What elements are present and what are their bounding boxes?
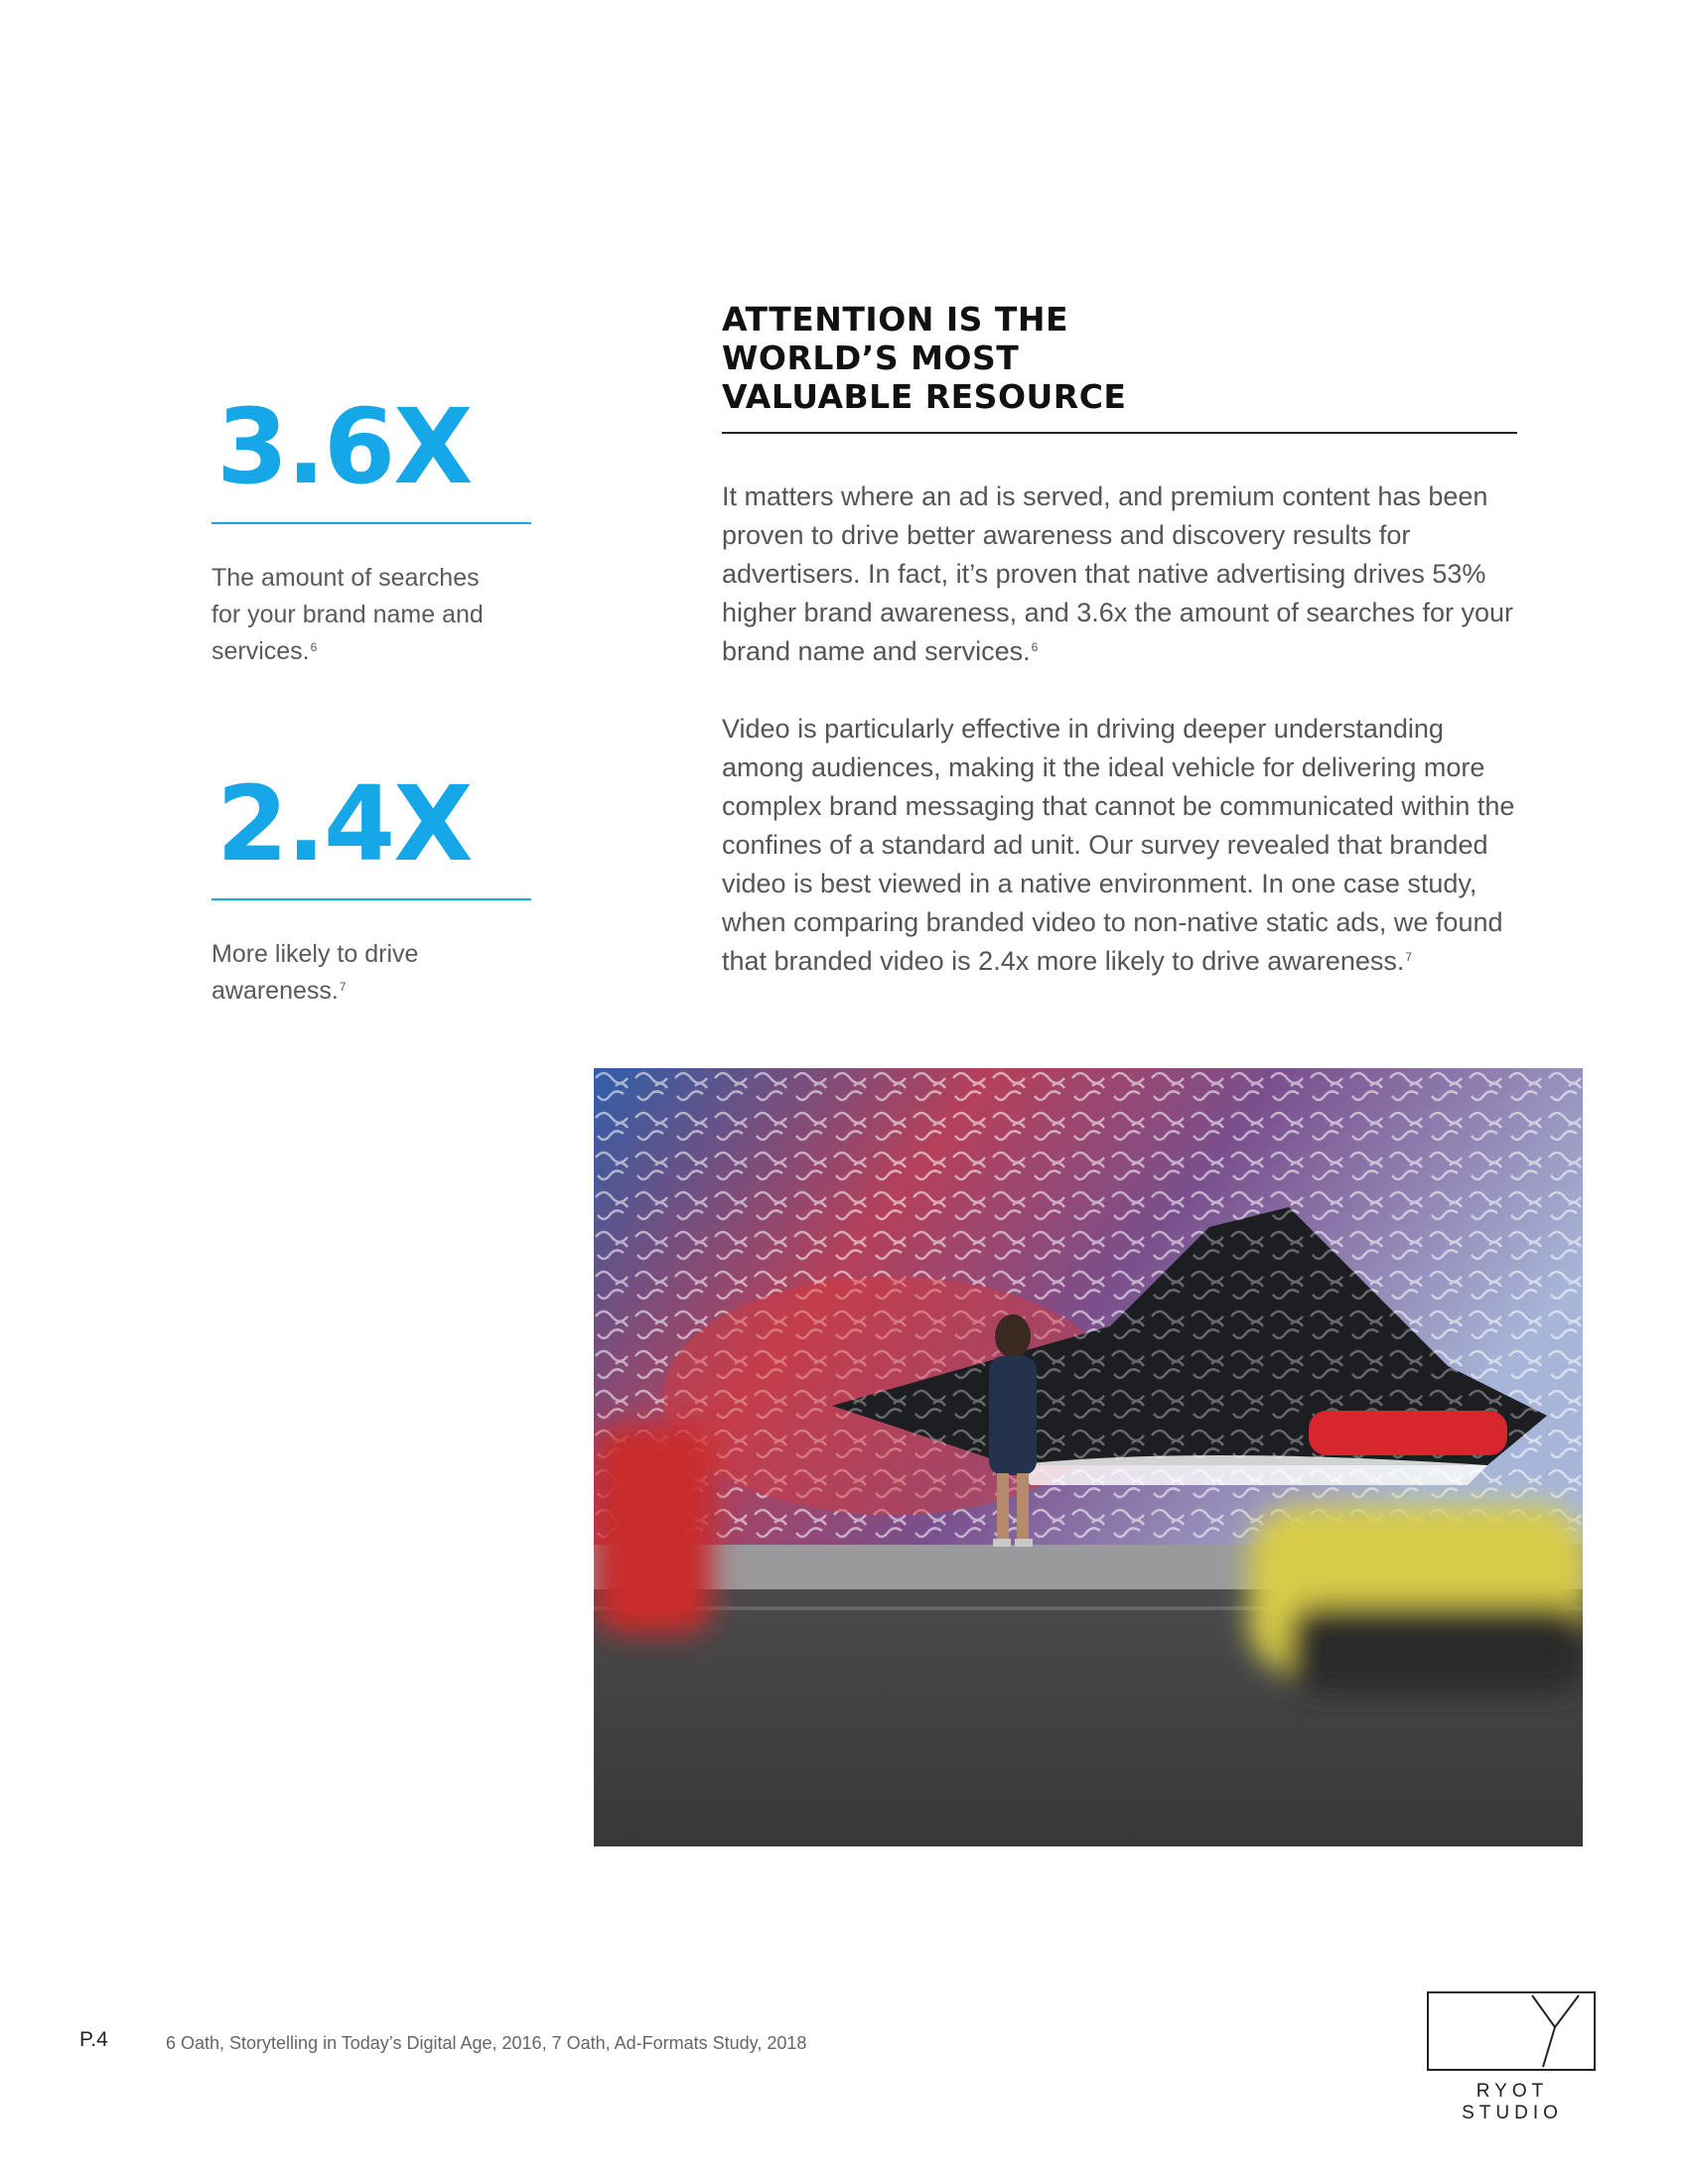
article-headline [722,300,1417,416]
body-paragraph [722,710,1526,981]
headline-line: ATTENTION IS THE [722,300,1069,339]
paragraph-text: It matters where an ad is served, and premium content has been proven to drive better awareness and discovery results for advertisers. In fact, it’s proven that native advertising drives 53% higher brand awareness, and 3.6x the amount of searches for your brand name and services. [722,481,1513,666]
stat-value: 2.4X [216,763,472,885]
logo-wordmark: RYOT STUDIO [1462,2081,1563,2123]
footnote-marker: 6 [1031,640,1039,654]
stat-value: 3.6X [216,386,472,507]
headline-divider [722,432,1517,434]
mural-photo [594,1068,1583,1846]
body-paragraph [722,478,1526,671]
footnote-marker: 6 [310,640,318,654]
headline-line: VALUABLE RESOURCE [722,377,1127,416]
page-number: P.4 [79,2028,108,2051]
paragraph-text: Video is particularly effective in driving deeper understanding among audiences, making it the ideal vehicle for delivering more complex brand messaging that cannot be communicated within the confines of a standard ad unit. Our survey revealed that branded video is best viewed in a native environment. In one case study, when comparing branded video to non-native static ads, we found that branded video is 2.4x more likely to drive awareness. [722,714,1515,976]
footnote-marker: 7 [339,980,347,994]
stat-divider [211,522,531,524]
stat-description-text: The amount of searches for your brand name and services. [211,564,484,665]
stat-divider [211,898,531,900]
stat-block-searches [211,386,531,670]
stat-description [211,936,509,1010]
logo-y-icon [1429,1993,1594,2069]
headline-line: WORLD’S MOST [722,339,1020,377]
stat-description-text: More likely to drive awareness. [211,940,419,1005]
stat-description [211,560,509,670]
footnote-sources: 6 Oath, Storytelling in Today’s Digital Age, 2016, 7 Oath, Ad-Formats Study, 2018 [166,2033,807,2053]
footnote-marker: 7 [1405,950,1413,964]
ryot-logo-mark [1427,1991,1596,2071]
stat-block-awareness [211,763,531,1010]
